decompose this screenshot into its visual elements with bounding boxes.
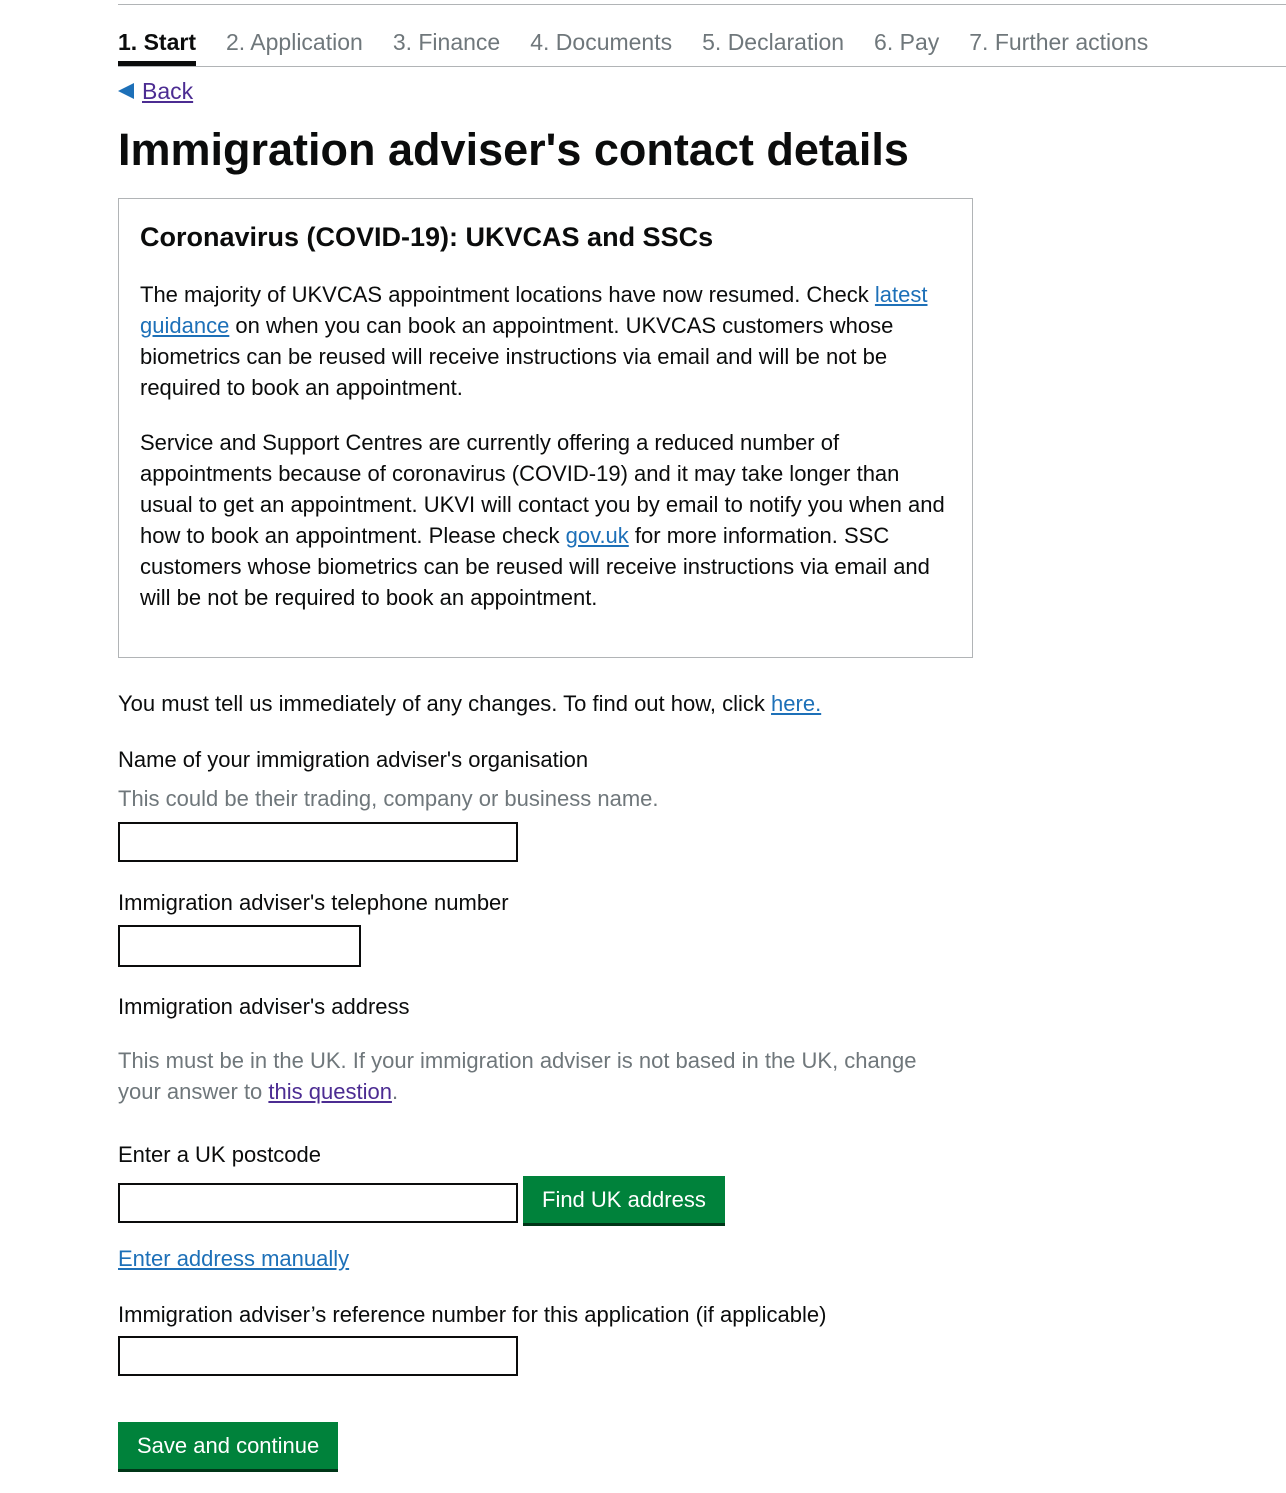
gov-uk-link[interactable]: gov.uk <box>565 523 629 548</box>
enter-address-manually-link[interactable]: Enter address manually <box>118 1246 350 1271</box>
changes-here-link[interactable]: here. <box>771 691 822 716</box>
save-and-continue-button[interactable]: Save and continue <box>118 1422 338 1472</box>
notice-p2-text: Service and Support Centres are currently offering a reduced number of appointments because of coronavirus (COVID-19) and it may take longer than usual to get an appointment. UKVI will contact you by email to notify you when and how to book an appointment. Please check <box>140 430 945 548</box>
reference-input[interactable] <box>118 1336 518 1376</box>
org-name-label: Name of your immigration adviser's organisation <box>118 747 589 772</box>
back-link[interactable] <box>118 76 193 106</box>
postcode-label: Enter a UK postcode <box>118 1142 322 1167</box>
org-name-hint: This could be their trading, company or business name. <box>118 786 659 811</box>
find-uk-address-button[interactable]: Find UK address <box>523 1176 725 1226</box>
address-hint-end: . <box>391 1079 399 1104</box>
notice-p1-text: The majority of UKVCAS appointment locations have now resumed. Check <box>140 282 875 307</box>
address-hint-line-2 <box>118 1076 398 1107</box>
page-title: Immigration adviser's contact details <box>118 124 909 175</box>
notice-title: Coronavirus (COVID-19): UKVCAS and SSCs <box>140 222 714 252</box>
notice-paragraph-2 <box>140 427 951 613</box>
top-divider <box>118 4 1286 5</box>
covid-notice <box>118 198 973 658</box>
notice-p1-text-end: on when you can book an appointment. UKVCAS customers whose biometrics can be reused will receive instructions via email and will be not be required to book an appointment. <box>140 313 894 400</box>
address-hint-text: your answer to <box>118 1079 269 1104</box>
step-documents[interactable]: 4. Documents <box>530 29 673 55</box>
address-hint-line-1: This must be in the UK. If your immigration adviser is not based in the UK, change <box>118 1048 917 1073</box>
notice-p2-text-end: for more information. SSC customers whose biometrics can be reused will receive instructions via email and will be not be required to book an appointment. <box>140 523 930 610</box>
step-pay[interactable]: 6. Pay <box>874 29 940 55</box>
org-name-input[interactable] <box>118 822 518 862</box>
this-question-link[interactable]: this question <box>268 1079 392 1104</box>
phone-label: Immigration adviser's telephone number <box>118 890 509 915</box>
notice-paragraph-1 <box>140 279 951 403</box>
phone-input[interactable] <box>118 925 361 967</box>
latest-guidance-link[interactable]: latest guidance <box>140 282 928 338</box>
step-start[interactable]: 1. Start <box>118 26 196 66</box>
step-application[interactable]: 2. Application <box>225 29 363 55</box>
address-label: Immigration adviser's address <box>118 994 410 1019</box>
step-further-actions[interactable]: 7. Further actions <box>969 29 1149 55</box>
step-declaration[interactable]: 5. Declaration <box>702 29 845 55</box>
changes-text <box>118 688 821 719</box>
back-link-label: Back <box>142 78 194 104</box>
reference-label: Immigration adviser’s reference number for this application (if applicable) <box>118 1302 827 1327</box>
step-finance[interactable]: 3. Finance <box>392 29 501 55</box>
changes-text-body: You must tell us immediately of any changes. To find out how, click <box>118 691 772 716</box>
back-arrow-icon <box>118 83 134 99</box>
progress-steps <box>118 26 1286 67</box>
postcode-input[interactable] <box>118 1183 518 1223</box>
